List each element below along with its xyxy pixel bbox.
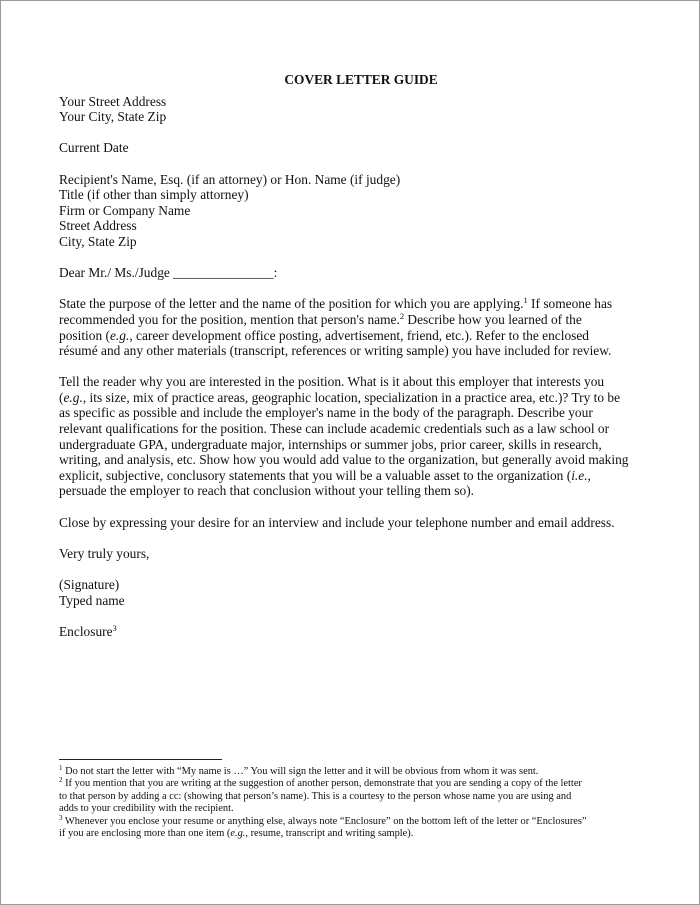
salutation <box>59 265 651 281</box>
paragraph-line: relevant qualifications for the position. These can include academic credentials such as a law school or <box>59 421 610 437</box>
paragraph-closing <box>59 515 651 531</box>
text-run-italic: i.e. <box>571 467 588 483</box>
enclosure-note <box>59 624 651 640</box>
letter-body <box>59 72 651 655</box>
paragraph-line: Close by expressing your desire for an interview and include your telephone number and email address. <box>59 514 615 530</box>
recipient-city: City, State Zip <box>59 233 137 249</box>
paragraph-line: writing, and analysis, etc. Show how you would add value to the organization, but generally avoid making <box>59 452 629 468</box>
typed-name: Typed name <box>59 592 125 608</box>
text-run-italic: e.g. <box>63 389 83 405</box>
recipient-street: Street Address <box>59 218 137 234</box>
footnote-text: , resume, transcript and writing sample). <box>245 828 414 840</box>
footnote-1 <box>59 766 649 778</box>
footnote-3-line-2 <box>59 828 649 840</box>
footnote-ref: 2 <box>399 310 405 321</box>
sender-street: Your Street Address <box>59 93 167 109</box>
paragraph-line <box>59 390 651 406</box>
recipient-title: Title (if other than simply attorney) <box>59 187 249 203</box>
signature-placeholder: (Signature) <box>59 577 120 592</box>
letter-date <box>59 140 651 156</box>
text-run-italic: e.g. <box>109 327 130 343</box>
footnote-number: 2 <box>59 776 63 785</box>
footnote-2-line-3: adds to your credibility with the recipient. <box>59 803 234 815</box>
text-run: recommended you for the position, mention that person's name. <box>59 311 400 327</box>
recipient-name: Recipient's Name, Esq. (if an attorney) or Hon. Name (if judge) <box>59 171 401 187</box>
paragraph-line: résumé and any other materials (transcript, references or writing sample) you have included for review. <box>59 343 612 359</box>
paragraph-interest <box>59 374 651 499</box>
text-run: Describe how you learned of the <box>404 311 582 327</box>
paragraph-line: undergraduate GPA, undergraduate major, internships or summer jobs, prior career, skills in research, <box>59 436 602 452</box>
footnote-3 <box>59 813 649 828</box>
footnote-text: If you mention that you are writing at the suggestion of another person, demonstrate that you are sending a copy of the letter <box>62 778 582 790</box>
footnote-text: Do not start the letter with “My name is …” You will sign the letter and it will be obvious from whom it was sent. <box>62 766 539 777</box>
sender-city: Your City, State Zip <box>59 109 167 125</box>
paragraph-line <box>59 312 651 328</box>
footnote-text: if you are enclosing more than one item ( <box>59 828 231 840</box>
recipient-firm: Firm or Company Name <box>59 202 191 218</box>
text-run: , career development office posting, advertisement, friend, etc.). Refer to the enclosed <box>129 327 589 343</box>
text-run: , <box>587 467 591 483</box>
text-run: , its size, mix of practice areas, geographic location, specialization in a practice area, etc.)? Try to be <box>82 389 621 405</box>
signature-block <box>59 577 651 608</box>
date-line: Current Date <box>59 140 129 156</box>
text-run: explicit, subjective, conclusory statements that you will be a valuable asset to the organization ( <box>59 467 572 483</box>
text-run: State the purpose of the letter and the name of the position for which you are applying. <box>59 296 524 312</box>
text-run: If someone has <box>527 296 613 312</box>
footnotes <box>59 759 649 840</box>
footnote-divider <box>59 759 222 760</box>
paragraph-line: Tell the reader why you are interested in the position. What is it about this employer that interests you <box>59 374 605 390</box>
text-run: position ( <box>59 327 110 343</box>
paragraph-line: as specific as possible and include the employer's name in the body of the paragraph. Describe your <box>59 405 593 421</box>
closing-line: Very truly yours, <box>59 545 150 561</box>
footnote-text-italic: e.g. <box>230 828 246 840</box>
sender-address <box>59 94 651 125</box>
paragraph-purpose <box>59 296 651 358</box>
paragraph-line <box>59 296 651 312</box>
text-run: ( <box>59 389 64 405</box>
footnote-number: 3 <box>59 813 63 822</box>
paragraph-line <box>59 468 651 484</box>
recipient-address <box>59 172 651 250</box>
paragraph-line: persuade the employer to reach that conclusion without your telling them so). <box>59 483 474 499</box>
footnote-text: Whenever you enclose your resume or anything else, always note “Enclosure” on the bottom left of the letter or “Enclosures” <box>62 815 587 827</box>
footnote-2 <box>59 778 649 790</box>
paragraph-line <box>59 328 651 344</box>
footnote-ref: 3 <box>112 622 117 633</box>
enclosure-line <box>59 624 651 640</box>
closing <box>59 546 651 562</box>
footnote-2-line-2: to that person by adding a cc: (showing that person’s name). This is a courtesy to the person whose name you are using and <box>59 790 572 802</box>
footnote-ref: 1 <box>523 295 528 306</box>
salutation-line: Dear Mr./ Ms./Judge _______________: <box>59 265 278 281</box>
document-title: COVER LETTER GUIDE <box>284 72 438 87</box>
footnote-number: 1 <box>59 764 63 772</box>
enclosure-label: Enclosure <box>59 623 113 639</box>
